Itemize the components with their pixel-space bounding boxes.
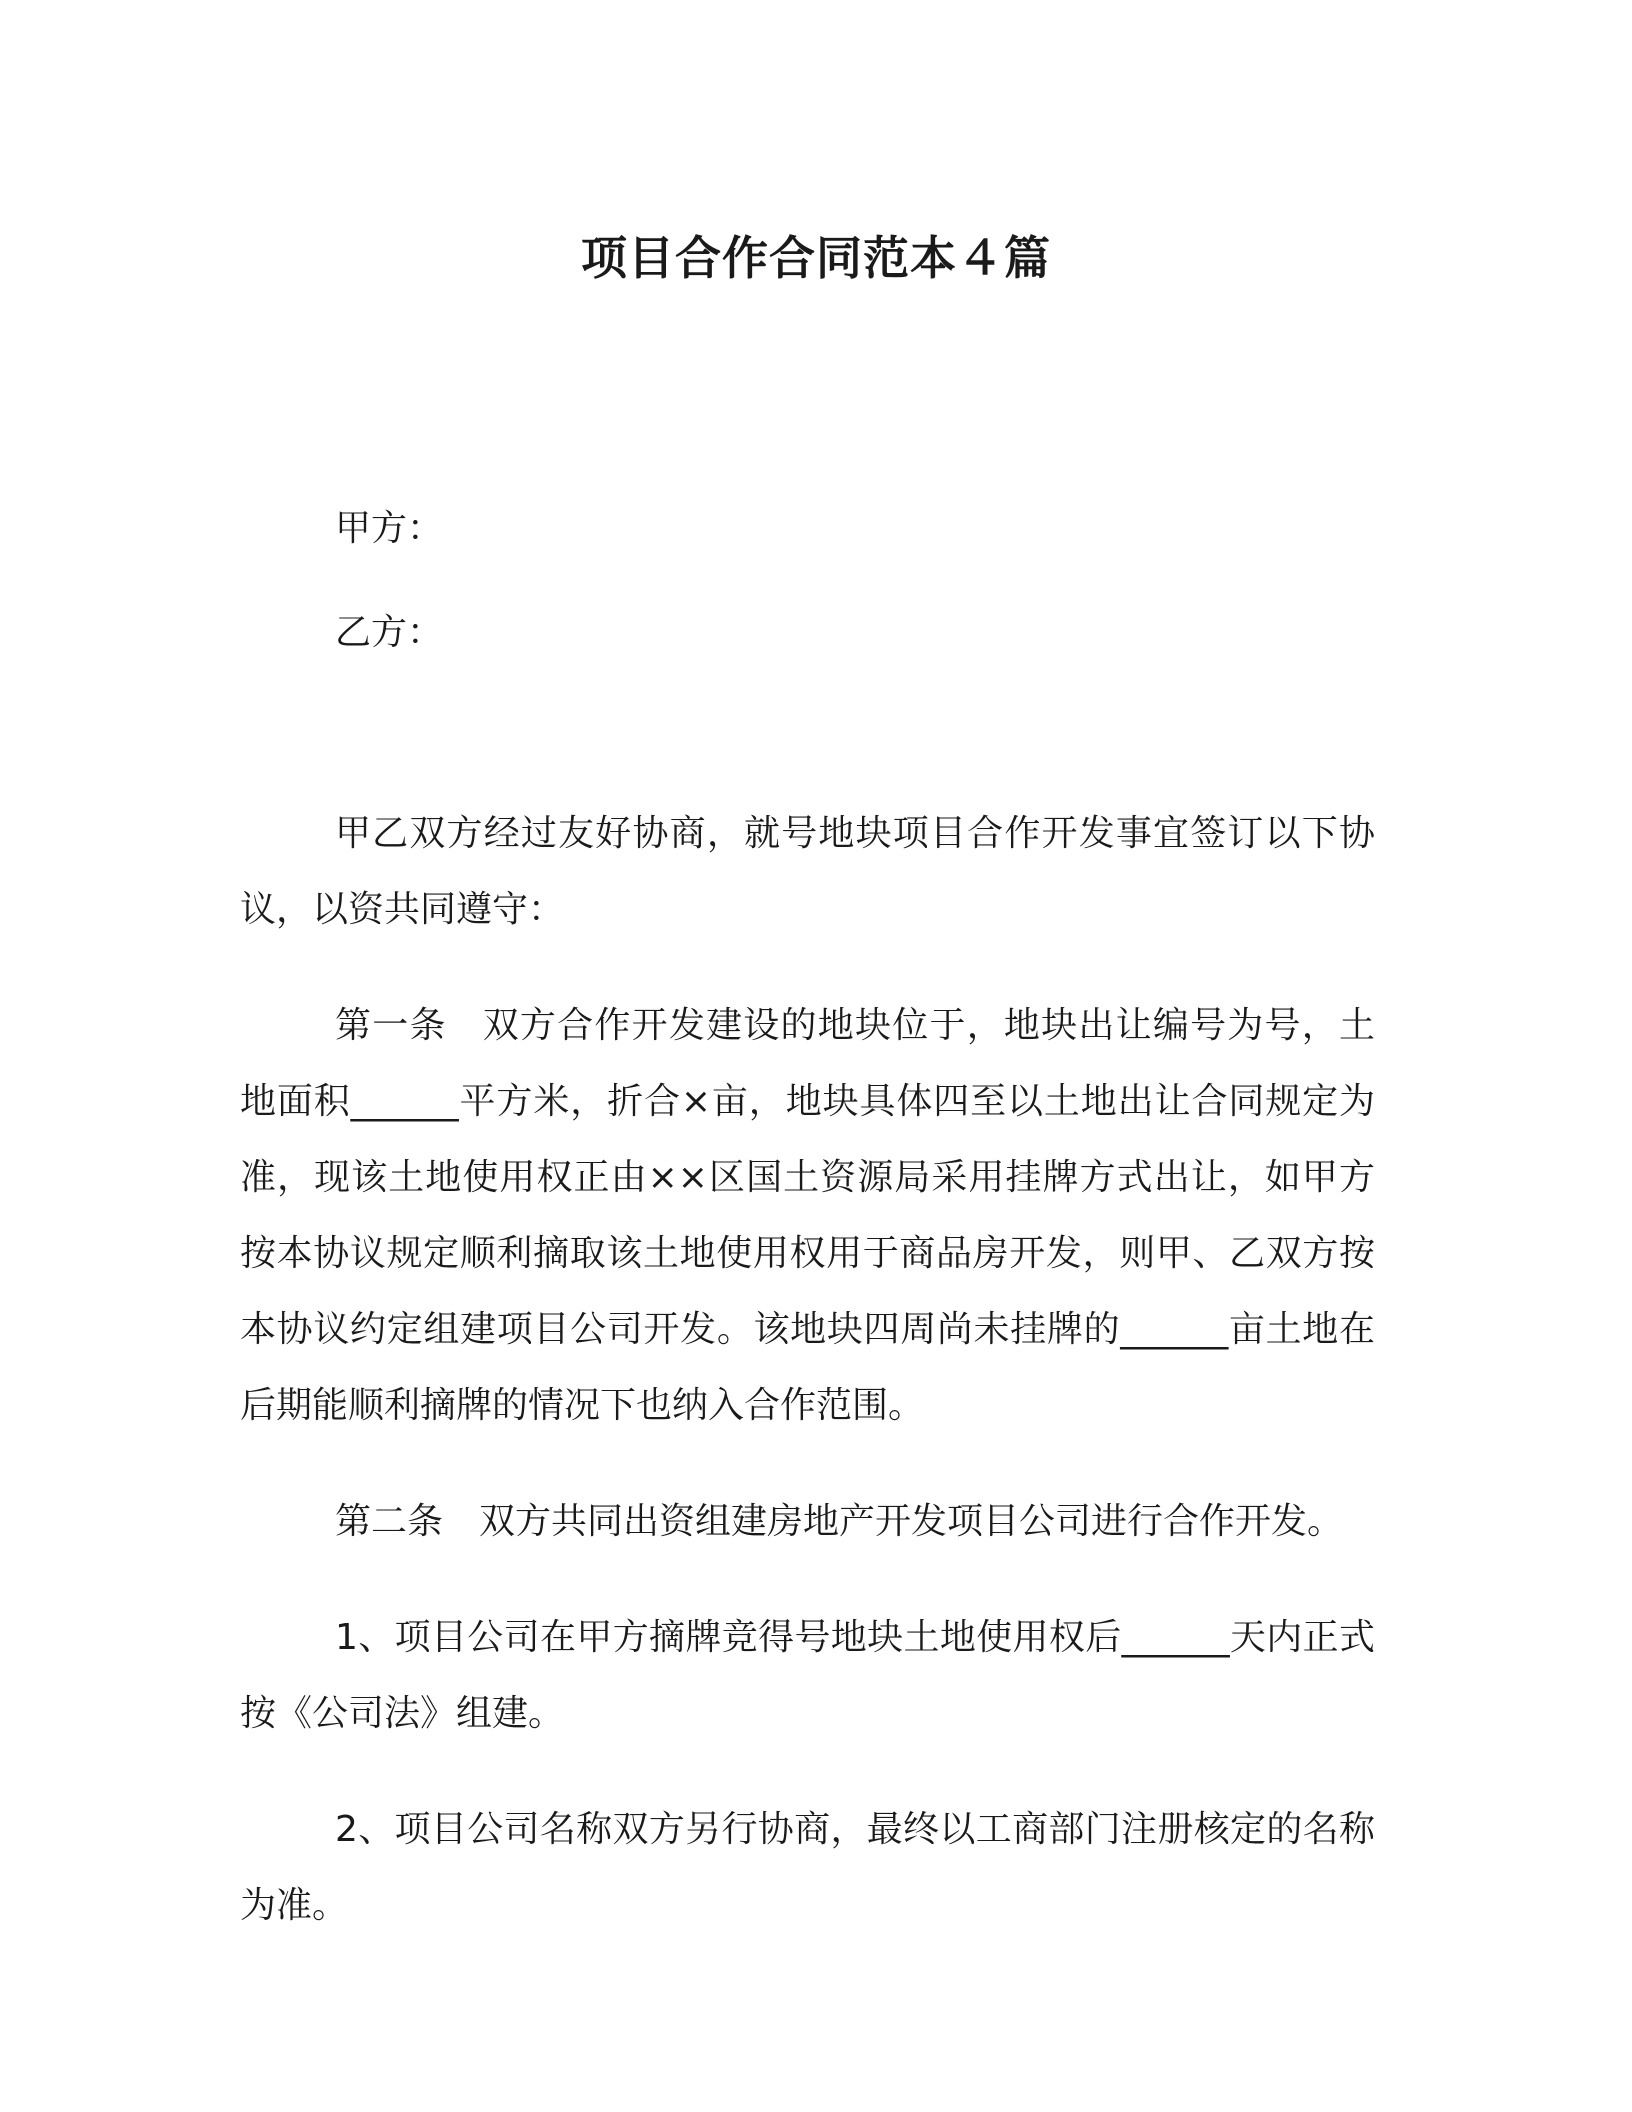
item-one-paragraph	[240, 1600, 1375, 1752]
intro-paragraph	[240, 796, 1375, 948]
document-title: 项目合作合同范本４篇	[581, 231, 1051, 285]
clause-two-paragraph	[240, 1484, 1375, 1560]
item-two-paragraph	[240, 1792, 1375, 1944]
paragraph-text: 2、项目公司名称双方另行协商，最终以工商部门注册核定的名称为准。	[240, 1809, 1375, 1926]
contract-body	[240, 796, 1375, 1984]
clause-heading: 第二条	[335, 1501, 444, 1542]
paragraph-text: 双方合作开发建设的地块位于，地块出让编号为号，土地面积______平方米，折合×亩，地块具体四至以土地出让合同规定为准，现该土地使用权正由××区国土资源局采用挂牌方式出让，如甲方按本协议规定顺利摘取该土地使用权用于商品房开发，则甲、乙双方按本协议约定组建项目公司开发。该地块四周尚未挂牌的______亩土地在后期能顺利摘牌的情况下也纳入合作范围。	[240, 1005, 1375, 1426]
clause-one-paragraph	[240, 988, 1375, 1444]
clause-heading: 第一条	[335, 1005, 447, 1046]
party-a-label: 甲方：	[335, 508, 444, 549]
paragraph-text: 甲乙双方经过友好协商，就号地块项目合作开发事宜签订以下协议，以资共同遵守：	[240, 813, 1375, 930]
paragraph-text: 1、项目公司在甲方摘牌竞得号地块土地使用权后______天内正式按《公司法》组建。	[240, 1617, 1375, 1734]
paragraph-text: 双方共同出资组建房地产开发项目公司进行合作开发。	[479, 1501, 1344, 1542]
party-b-label: 乙方：	[335, 612, 444, 653]
